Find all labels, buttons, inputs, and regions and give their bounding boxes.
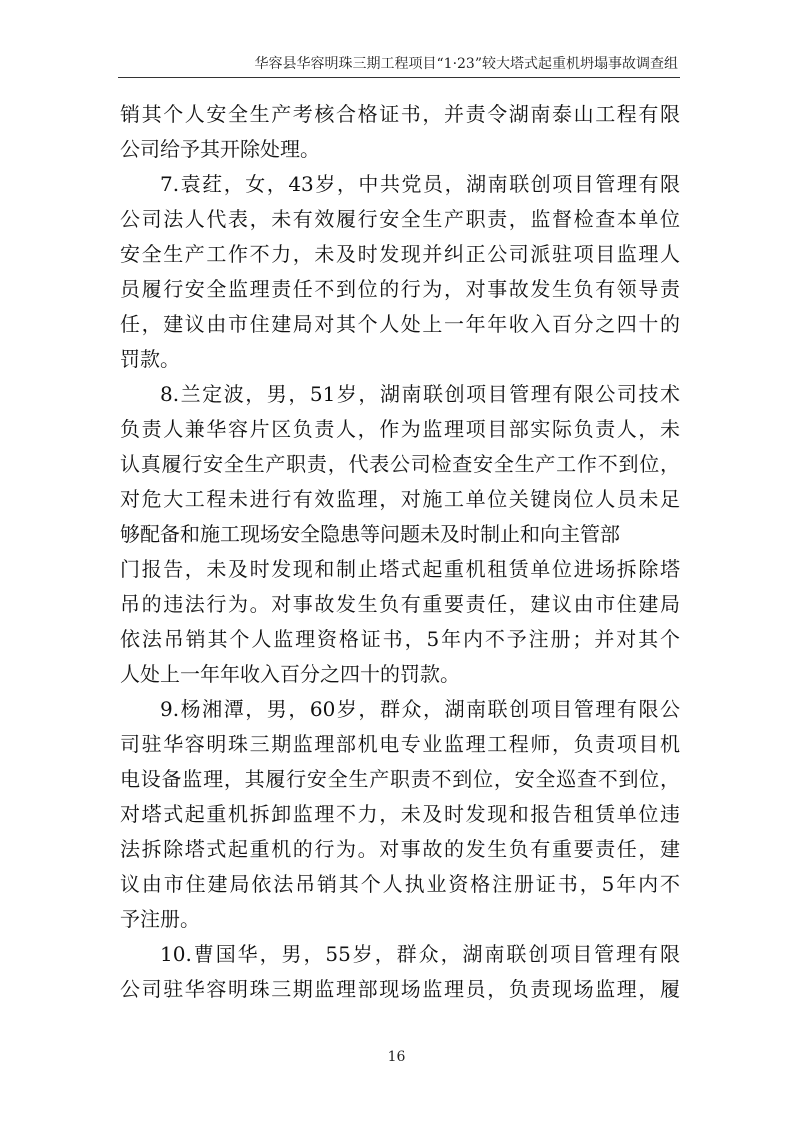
document-body xyxy=(120,97,680,1007)
page-number: 16 xyxy=(387,1049,406,1065)
text-line: 人处上一年年收入百分之四十的罚款。 xyxy=(120,662,460,686)
paragraph-start-line: 10.曹国华，男，55岁，群众，湖南联创项目管理有限 xyxy=(160,942,680,966)
text-line: 认真履行安全生产职责，代表公司检查安全生产工作不到位， xyxy=(120,452,680,476)
text-line: 议由市住建局依法吊销其个人执业资格注册证书，5年内不 xyxy=(120,872,680,896)
text-line: 依法吊销其个人监理资格证书，5年内不予注册；并对其个 xyxy=(120,627,680,651)
text-line: 任，建议由市住建局对其个人处上一年年收入百分之四十的 xyxy=(120,312,680,336)
header-rule xyxy=(118,77,680,78)
text-line: 负责人兼华容片区负责人，作为监理项目部实际负责人，未 xyxy=(120,417,680,441)
running-header: 华容县华容明珠三期工程项目“1·23”较大塔式起重机坍塌事故调查组 xyxy=(254,56,678,72)
text-line: 公司法人代表，未有效履行安全生产职责，监督检查本单位 xyxy=(120,207,680,231)
text-line: 对塔式起重机拆卸监理不力，未及时发现和报告租赁单位违 xyxy=(120,802,680,826)
text-line: 予注册。 xyxy=(120,907,200,931)
text-line: 员履行安全监理责任不到位的行为，对事故发生负有领导责 xyxy=(120,277,680,301)
text-line: 电设备监理，其履行安全生产职责不到位，安全巡查不到位， xyxy=(120,767,680,791)
text-line: 够配备和施工现场安全隐患等问题未及时制止和向主管部 xyxy=(120,522,620,546)
text-line: 法拆除塔式起重机的行为。对事故的发生负有重要责任，建 xyxy=(120,837,680,861)
text-line: 吊的违法行为。对事故发生负有重要责任，建议由市住建局 xyxy=(120,592,680,616)
text-line: 公司驻华容明珠三期监理部现场监理员，负责现场监理，履 xyxy=(120,977,680,1001)
paragraph-start-line: 7.袁荭，女，43岁，中共党员，湖南联创项目管理有限 xyxy=(160,172,680,196)
paragraph-start-line: 8.兰定波，男，51岁，湖南联创项目管理有限公司技术 xyxy=(160,382,680,406)
text-line: 安全生产工作不力，未及时发现并纠正公司派驻项目监理人 xyxy=(120,242,680,266)
text-line: 司驻华容明珠三期监理部机电专业监理工程师，负责项目机 xyxy=(120,732,680,756)
text-line: 罚款。 xyxy=(120,347,180,371)
text-line: 门报告，未及时发现和制止塔式起重机租赁单位进场拆除塔 xyxy=(120,557,680,581)
text-line: 销其个人安全生产考核合格证书，并责令湖南泰山工程有限 xyxy=(120,102,680,126)
paragraph-start-line: 9.杨湘潭，男，60岁，群众，湖南联创项目管理有限公 xyxy=(160,697,680,721)
text-line: 对危大工程未进行有效监理，对施工单位关键岗位人员未足 xyxy=(120,487,680,511)
text-line: 公司给予其开除处理。 xyxy=(120,137,320,161)
